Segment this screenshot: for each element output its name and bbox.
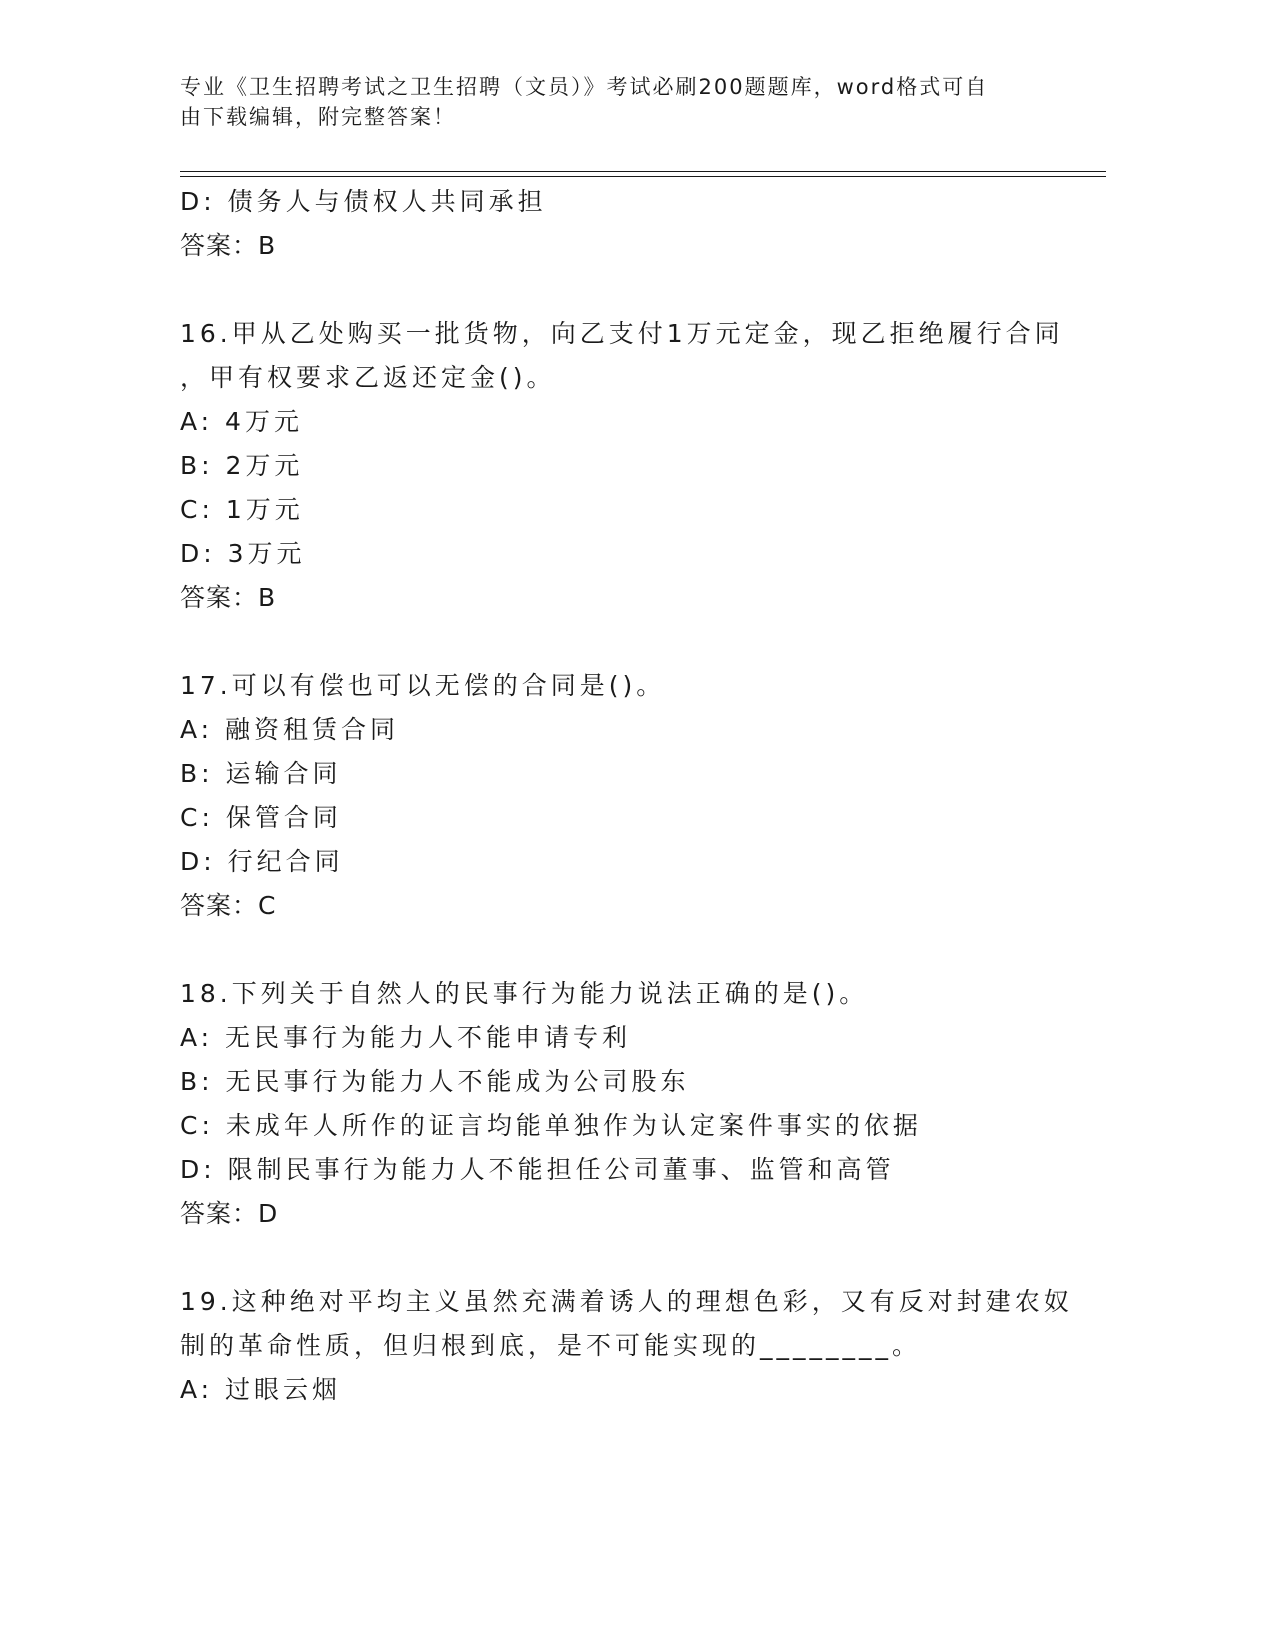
- spacer: [180, 1236, 1080, 1280]
- option-c: C: 1万元: [180, 495, 304, 524]
- option-c: C: 保管合同: [180, 803, 342, 832]
- option-b: B: 2万元: [180, 451, 304, 480]
- spacer: [180, 268, 1080, 312]
- spacer: [180, 928, 1080, 972]
- header-divider-bottom: [180, 176, 1106, 177]
- option-a: A: 融资租赁合同: [180, 715, 400, 744]
- question-stem: 17.可以有偿也可以无偿的合同是()。: [180, 671, 666, 700]
- header-divider-top: [180, 171, 1106, 172]
- question-stem: 19.这种绝对平均主义虽然充满着诱人的理想色彩，又有反对封建农奴: [180, 1287, 1073, 1316]
- answer: 答案：D: [180, 1199, 279, 1228]
- option-a: A: 过眼云烟: [180, 1375, 342, 1404]
- question-stem: 16.甲从乙处购买一批货物，向乙支付1万元定金，现乙拒绝履行合同: [180, 319, 1064, 348]
- header-line-1: 专业《卫生招聘考试之卫生招聘（文员）》考试必刷200题题库，word格式可自: [180, 75, 989, 99]
- document-header: [180, 72, 1060, 132]
- spacer: [180, 620, 1080, 664]
- question-19: [180, 1280, 1080, 1412]
- option-b: B: 无民事行为能力人不能成为公司股东: [180, 1067, 690, 1096]
- document-body: [180, 180, 1080, 1412]
- question-15-tail: [180, 180, 1080, 268]
- question-stem: 18.下列关于自然人的民事行为能力说法正确的是()。: [180, 979, 869, 1008]
- answer: 答案：B: [180, 231, 277, 260]
- question-18: [180, 972, 1080, 1236]
- header-line-2: 由下载编辑，附完整答案！: [180, 105, 456, 129]
- option-d: D: 债务人与债权人共同承担: [180, 187, 547, 216]
- option-d: D: 限制民事行为能力人不能担任公司董事、监管和高管: [180, 1155, 895, 1184]
- question-16: [180, 312, 1080, 620]
- option-c: C: 未成年人所作的证言均能单独作为认定案件事实的依据: [180, 1111, 922, 1140]
- question-17: [180, 664, 1080, 928]
- answer: 答案：B: [180, 583, 277, 612]
- option-a: A: 无民事行为能力人不能申请专利: [180, 1023, 632, 1052]
- option-b: B: 运输合同: [180, 759, 342, 788]
- option-d: D: 行纪合同: [180, 847, 344, 876]
- answer: 答案：C: [180, 891, 277, 920]
- option-a: A: 4万元: [180, 407, 303, 436]
- option-d: D: 3万元: [180, 539, 306, 568]
- question-stem-continued: ，甲有权要求乙返还定金()。: [180, 363, 556, 392]
- question-stem-continued: 制的革命性质，但归根到底，是不可能实现的________。: [180, 1331, 922, 1360]
